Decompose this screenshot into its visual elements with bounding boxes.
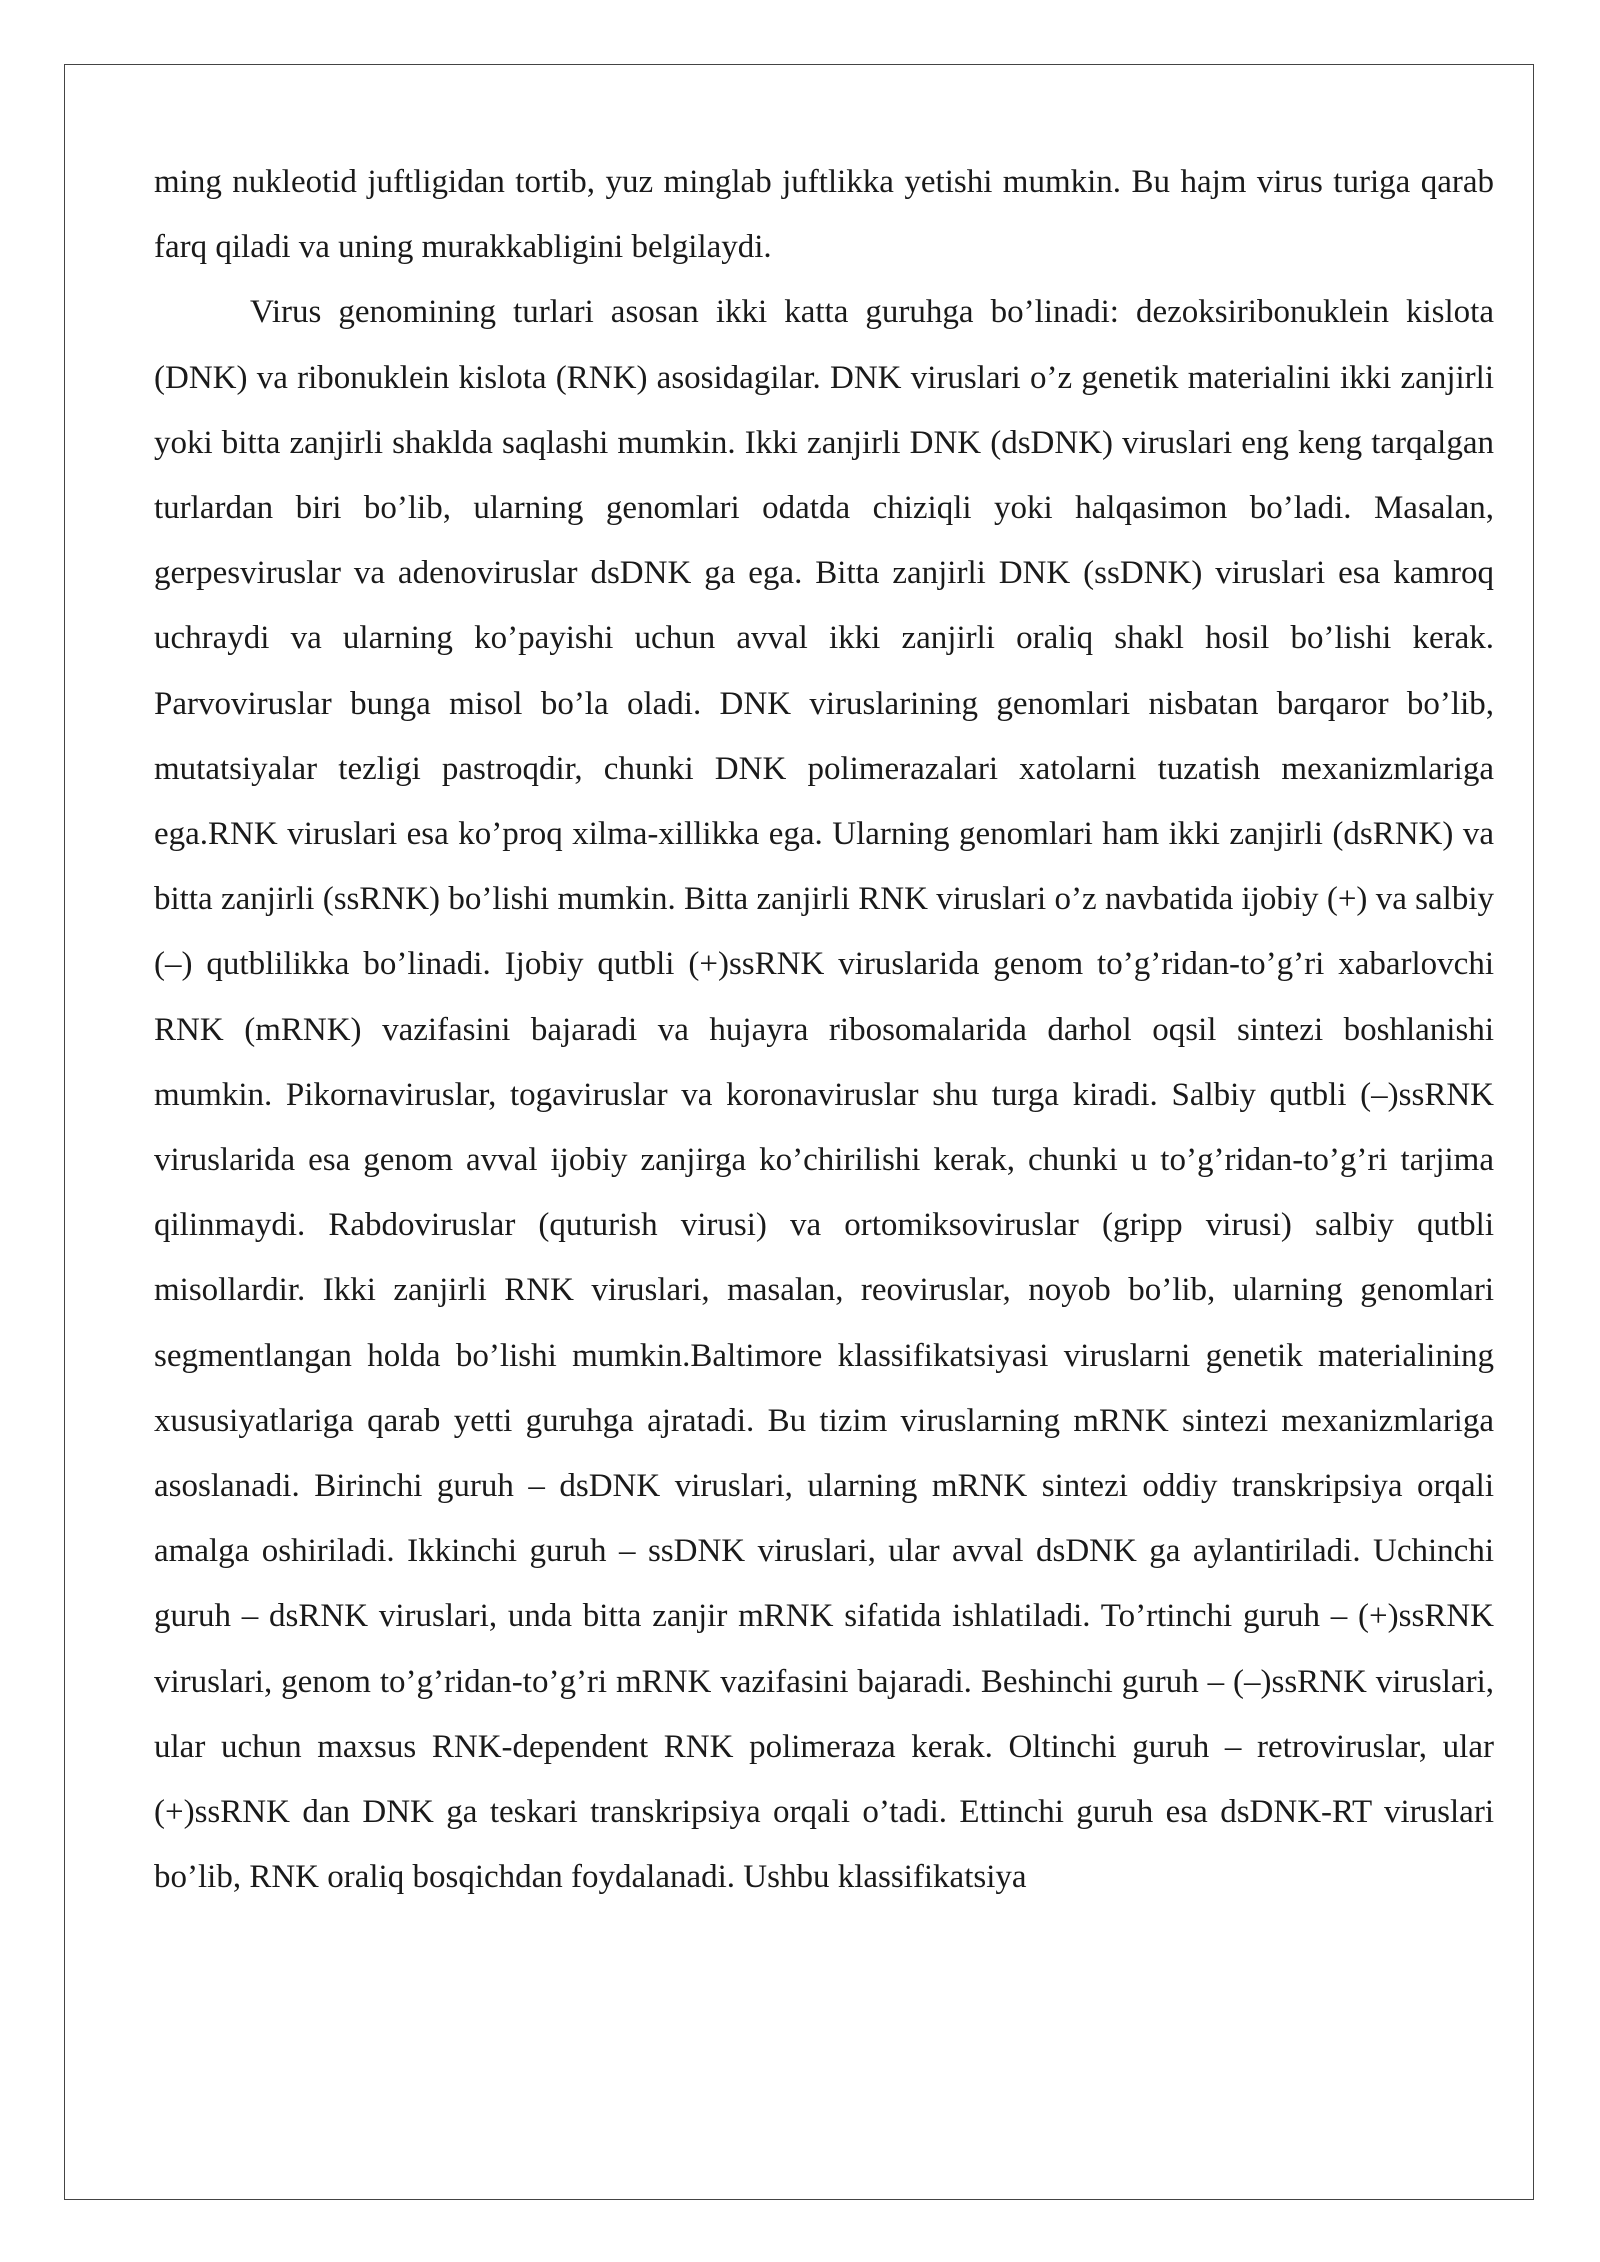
paragraph-continuation: ming nukleotid juftligidan tortib, yuz minglab juftlikka yetishi mumkin. Bu hajm virus turiga qarab farq qiladi va uning murakkabligini belgilaydi. xyxy=(154,164,1494,266)
paragraph-virus-genome-types: Virus genomining turlari asosan ikki katta guruhga bo’linadi: dezoksiribonuklein kislota (DNK) va ribonuklein kislota (RNK) asosidagilar. DNK viruslari o’z genetik materialini ikki zanjirli yoki bitta zanjirli shaklda saqlashi mumkin. Ikki zanjirli DNK (dsDNK) viruslari eng keng tarqalgan turlardan biri bo’lib, ularning genomlari odatda chiziqli yoki halqasimon bo’ladi. Masalan, gerpesviruslar va adenoviruslar dsDNK ga ega. Bitta zanjirli DNK (ssDNK) viruslari esa kamroq uchraydi va ularning ko’payishi uchun avval ikki zanjirli oraliq shakl hosil bo’lishi kerak. Parvoviruslar bunga misol bo’la oladi. DNK viruslarining genomlari nisbatan barqaror bo’lib, mutatsiyalar tezligi pastroqdir, chunki DNK polimerazalari xatolarni tuzatish mexanizmlariga ega.RNK viruslari esa ko’proq xilma-xillikka ega. Ularning genomlari ham ikki zanjirli (dsRNK) va bitta zanjirli (ssRNK) bo’lishi mumkin. Bitta zanjirli RNK viruslari o’z navbatida ijobiy (+) va salbiy (–) qutblilikka bo’linadi. Ijobiy qutbli (+)ssRNK viruslarida genom to’g’ridan-to’g’ri xabarlovchi RNK (mRNK) vazifasini bajaradi va hujayra ribosomalarida darhol oqsil sintezi boshlanishi mumkin. Pikornaviruslar, togaviruslar va koronaviruslar shu turga kiradi. Salbiy qutbli (–)ssRNK viruslarida esa genom avval ijobiy zanjirga ko’chirilishi kerak, chunki u to’g’ridan-to’g’ri tarjima qilinmaydi. Rabdoviruslar (quturish virusi) va ortomiksoviruslar (gripp virusi) salbiy qutbli misollardir. Ikki zanjirli RNK viruslari, masalan, reoviruslar, noyob bo’lib, ularning genomlari segmentlangan holda bo’lishi mumkin.Baltimore klassifikatsiyasi viruslarni genetik materialining xususiyatlariga qarab yetti guruhga ajratadi. Bu tizim viruslarning mRNK sintezi mexanizmlariga asoslanadi. Birinchi guruh – dsDNK viruslari, ularning mRNK sintezi oddiy transkripsiya orqali amalga oshiriladi. Ikkinchi guruh – ssDNK viruslari, ular avval dsDNK ga aylantiriladi. Uchinchi guruh – dsRNK viruslari, unda bitta zanjir mRNK sifatida ishlatiladi. To’rtinchi guruh – (+)ssRNK viruslari, genom to’g’ridan-to’g’ri mRNK vazifasini bajaradi. Beshinchi guruh – (–)ssRNK viruslari, ular uchun maxsus RNK-dependent RNK polimeraza kerak. Oltinchi guruh – retroviruslar, ular (+)ssRNK dan DNK ga teskari transkripsiya orqali o’tadi. Ettinchi guruh esa dsDNK-RT viruslari bo’lib, RNK oraliq bosqichdan foydalanadi. Ushbu klassifikatsiya xyxy=(154,294,1494,1896)
document-body xyxy=(154,150,1494,1910)
